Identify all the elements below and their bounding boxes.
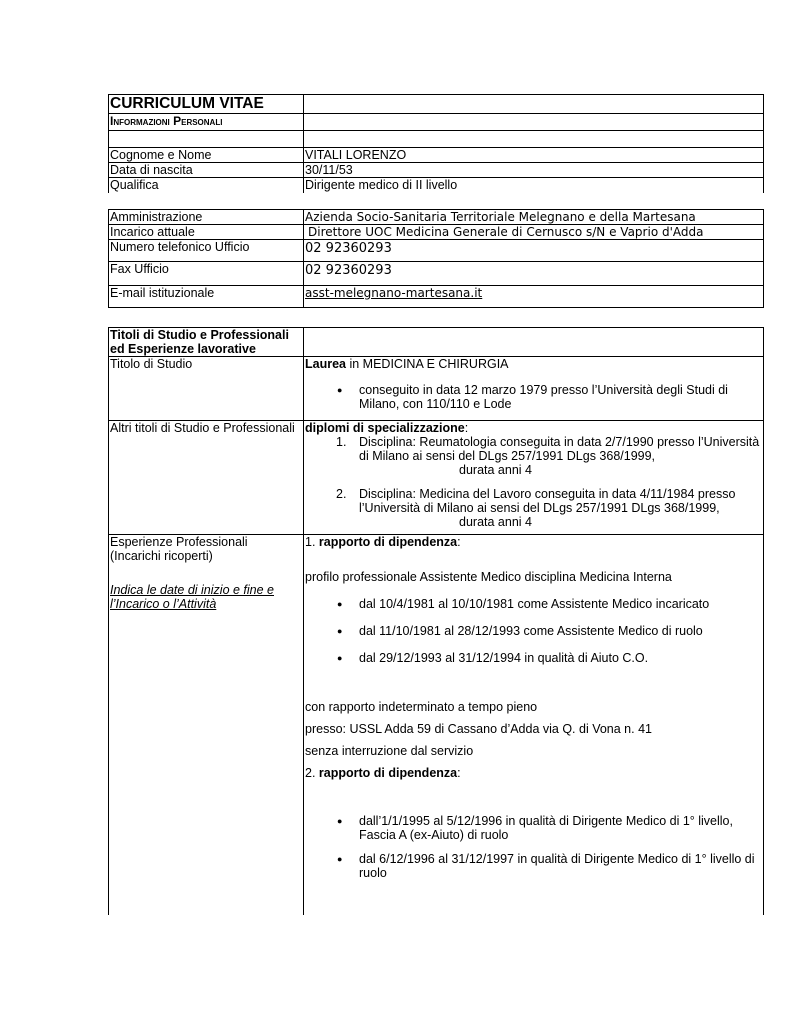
empty-cell [304, 131, 764, 148]
empty-cell [304, 328, 764, 357]
rapporto-1-list [305, 597, 762, 665]
list-item: ● dall’1/1/1995 al 5/12/1996 in qualità di Dirigente Medico di 1° livello, Fascia A (ex-Aiuto) di ruolo [305, 814, 762, 842]
esperienze-value [304, 535, 764, 915]
esperienze-label [109, 535, 304, 915]
qualifica-label: Qualifica [109, 178, 304, 193]
rapporto-2-list [305, 814, 762, 880]
empty-cell [304, 114, 764, 131]
titoli-header [109, 328, 304, 357]
diplomi-heading: diplomi di specializzazione: [305, 421, 469, 435]
esperienze-label-line2: (Incarichi ricoperti) [110, 549, 213, 563]
presso-text: presso: USSL Adda 59 di Cassano d’Adda via Q. di Vona n. 41 [305, 722, 652, 736]
list-item: ● dal 6/12/1996 al 31/12/1997 in qualità di Dirigente Medico di 1° livello di ruolo [305, 852, 762, 880]
section-title: Informazioni Personali [109, 114, 304, 131]
laurea-list [305, 383, 762, 411]
titoli-header-line1: Titoli di Studio e Professionali [110, 328, 289, 342]
spec-list [305, 435, 762, 529]
name-value: VITALI LORENZO [304, 148, 764, 163]
altri-titoli-label: Altri titoli di Studio e Professionali [109, 421, 304, 535]
titolo-studio-label: Titolo di Studio [109, 357, 304, 421]
list-item: ● conseguito in data 12 marzo 1979 presso l’Università degli Studi di Milano, con 110/110 e Lode [305, 383, 762, 411]
amministrazione-value: Azienda Socio-Sanitaria Territoriale Melegnano e della Martesana [304, 210, 764, 225]
tel-value: 02 92360293 [304, 240, 764, 262]
profilo: profilo professionale Assistente Medico disciplina Medicina Interna [305, 570, 672, 584]
work-info-table [108, 209, 764, 308]
titolo-studio-value [304, 357, 764, 421]
fax-label: Fax Ufficio [109, 262, 304, 286]
titoli-header-line2: ed Esperienze lavorative [110, 342, 256, 356]
altri-titoli-value [304, 421, 764, 535]
empty-cell [304, 95, 764, 114]
esperienze-note: Indica le date di inizio e fine e l’Incarico o l’Attività [110, 583, 274, 611]
laurea-line: Laurea in MEDICINA E CHIRURGIA [305, 357, 509, 371]
list-item: ● dal 10/4/1981 al 10/10/1981 come Assistente Medico incaricato [305, 597, 762, 611]
fax-value: 02 92360293 [304, 262, 764, 286]
incarico-label: Incarico attuale [109, 225, 304, 240]
esperienze-label-line1: Esperienze Professionali [110, 535, 248, 549]
tel-label: Numero telefonico Ufficio [109, 240, 304, 262]
empty-cell [109, 131, 304, 148]
list-item: 2. Disciplina: Medicina del Lavoro conseguita in data 4/11/1984 presso l’Università di Milano ai sensi del DLgs 257/1991 DLgs 368/1999, durata anni 4 [336, 487, 736, 529]
name-label: Cognome e Nome [109, 148, 304, 163]
cv-title: CURRICULUM VITAE [109, 95, 304, 114]
titoli-table [108, 327, 764, 915]
senza-text: senza interruzione dal servizio [305, 744, 474, 758]
qualifica-value: Dirigente medico di II livello [304, 178, 764, 193]
amministrazione-label: Amministrazione [109, 210, 304, 225]
email-link[interactable]: asst-melegnano-martesana.it [305, 286, 483, 300]
birthdate-value: 30/11/53 [304, 163, 764, 178]
birthdate-label: Data di nascita [109, 163, 304, 178]
rapporto-text: con rapporto indeterminato a tempo pieno [305, 700, 538, 714]
list-item: ● dal 11/10/1981 al 28/12/1993 come Assistente Medico di ruolo [305, 624, 762, 638]
list-item: ● dal 29/12/1993 al 31/12/1994 in qualità di Aiuto C.O. [305, 651, 762, 665]
email-label: E-mail istituzionale [109, 286, 304, 308]
rapporto-2-heading: 2. rapporto di dipendenza: [305, 766, 461, 780]
email-value[interactable] [304, 286, 764, 308]
personal-info-table [108, 94, 764, 193]
incarico-value: Direttore UOC Medicina Generale di Cernusco s/N e Vaprio d'Adda [304, 225, 764, 240]
list-item: 1. Disciplina: Reumatologia conseguita in data 2/7/1990 presso l’Università di Milano ai sensi del DLgs 257/1991 DLgs 368/1999, durata anni 4 [336, 435, 760, 477]
rapporto-1-heading: 1. rapporto di dipendenza: [305, 535, 461, 549]
